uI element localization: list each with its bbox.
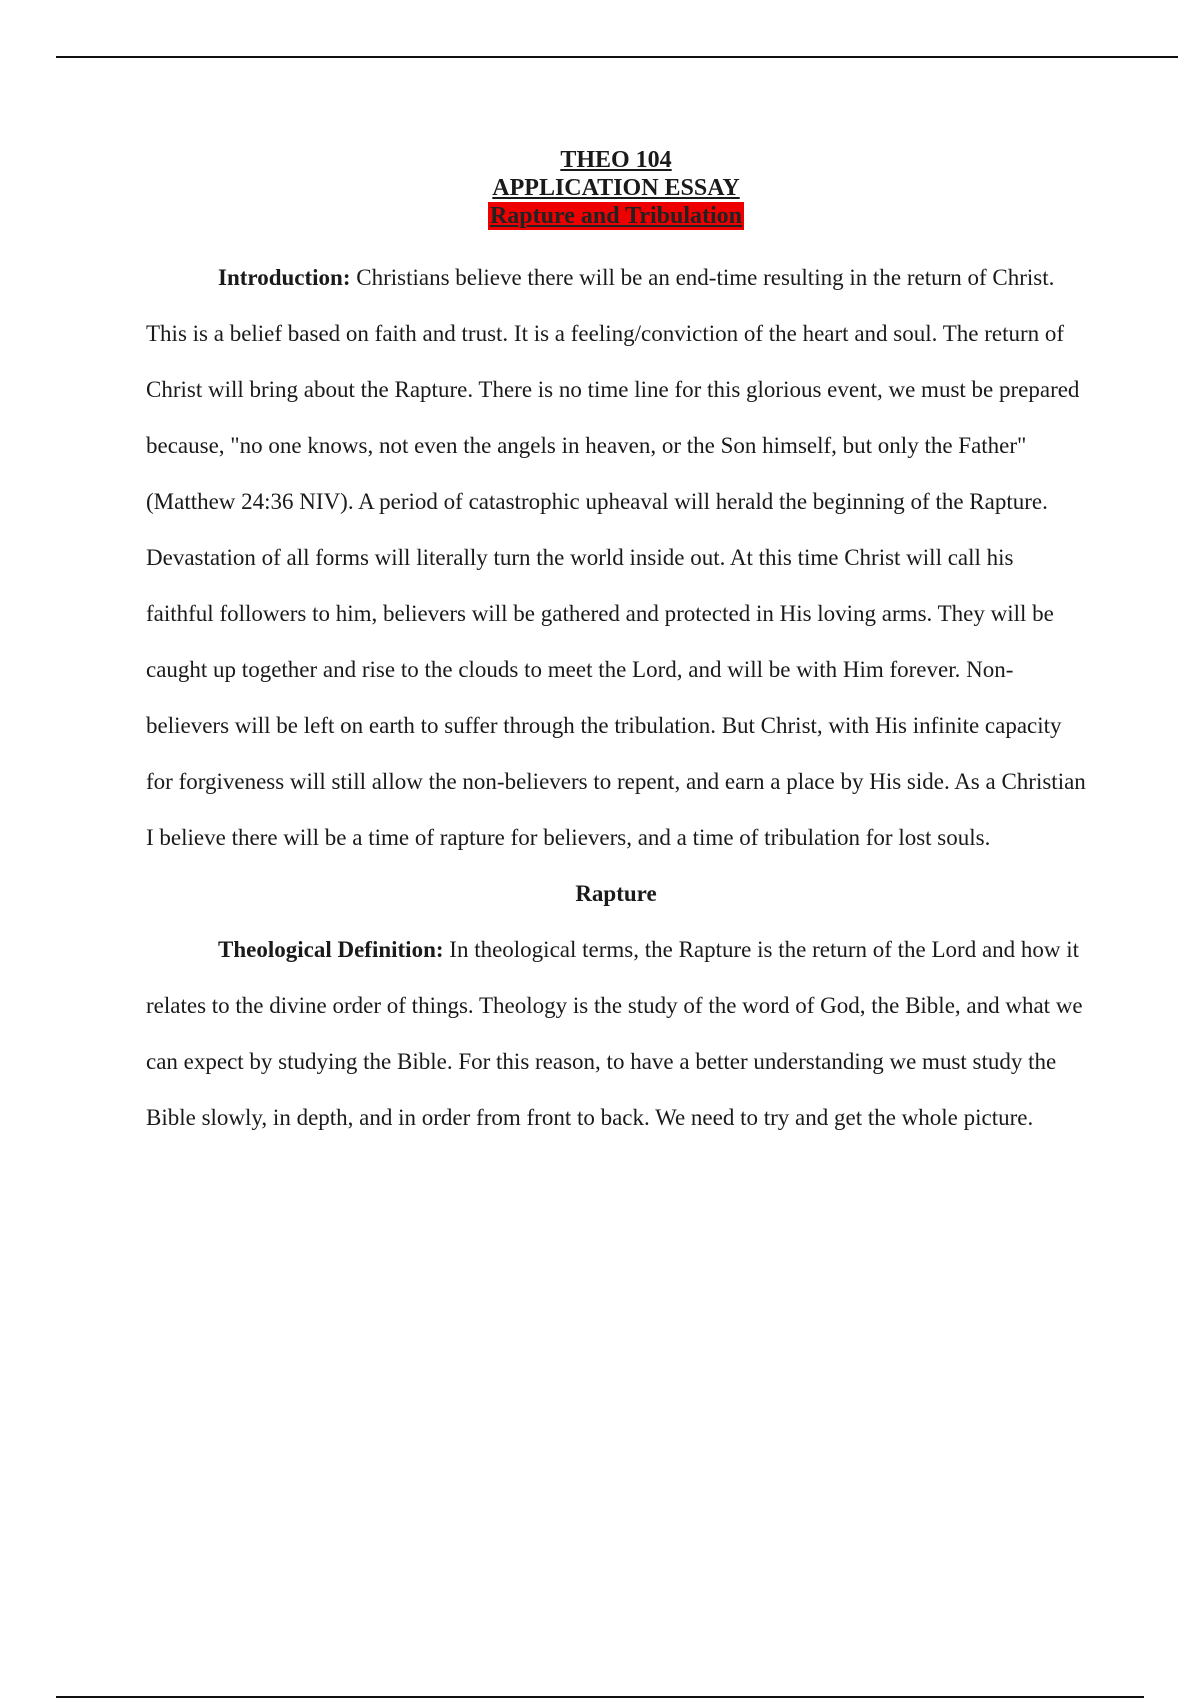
document-header [146,146,1086,230]
bottom-rule [56,1696,1144,1698]
course-title: THEO 104 [560,147,672,173]
header-line-course [146,146,1086,174]
rapture-heading: Rapture [575,881,657,906]
topic-title: Rapture and Tribulation [489,203,743,229]
introduction-lead: Introduction: [218,265,351,290]
top-rule [56,56,1178,58]
header-line-assignment [146,174,1086,202]
document-page [146,146,1086,1146]
theological-definition-text: In theological terms, the Rapture is the return of the Lord and how it relates to the divine order of things. Theology is the study of the word of God, the Bible, and what we can expect by studying the Bible. For this reason, to have a better understanding we must study the Bible slowly, in depth, and in order from front to back. We need to try and get the whole picture. [146,937,1083,1130]
header-line-topic [146,202,1086,230]
introduction-text: Christians believe there will be an end-time resulting in the return of Christ. This is a belief based on faith and trust. It is a feeling/conviction of the heart and soul. The return of Christ will bring about the Rapture. There is no time line for this glorious event, we must be prepared because, "no one knows, not even the angels in heaven, or the Son himself, but only the Father" (Matthew 24:36 NIV). A period of catastrophic upheaval will herald the beginning of the Rapture. Devastation of all forms will literally turn the world inside out. At this time Christ will call his faithful followers to him, believers will be gathered and protected in His loving arms. They will be caught up together and rise to the clouds to meet the Lord, and will be with Him forever. Non-believers will be left on earth to suffer through the tribulation. But Christ, with His infinite capacity for forgiveness will still allow the non-believers to repent, and earn a place by His side. As a Christian I believe there will be a time of rapture for believers, and a time of tribulation for lost souls. [146,265,1086,850]
introduction-paragraph [146,250,1086,866]
theological-definition-lead: Theological Definition: [218,937,444,962]
theological-definition-paragraph [146,922,1086,1146]
assignment-title: APPLICATION ESSAY [492,175,740,201]
